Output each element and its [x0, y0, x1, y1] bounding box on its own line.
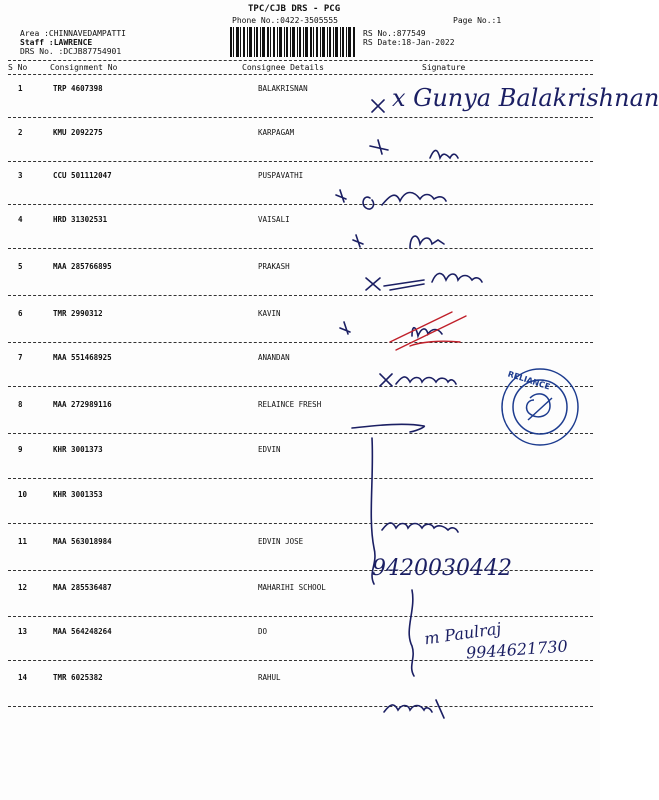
row-consignment-number: KMU 2092275: [53, 128, 103, 137]
row-consignment-number: MAA 272989116: [53, 400, 112, 409]
phone-number: Phone No.:0422-3505555: [232, 16, 338, 25]
row-consignment-number: KHR 3001353: [53, 490, 103, 499]
row-serial-number: 13: [18, 627, 28, 636]
row-consignment-number: TRP 4607398: [53, 84, 103, 93]
col-consignee-header: Consignee Details: [242, 63, 324, 72]
row-serial-number: 4: [18, 215, 23, 224]
row-serial-number: 9: [18, 445, 23, 454]
area-label: Area :CHINNAVEDAMPATTI: [20, 29, 126, 38]
row-consignment-number: MAA 563018984: [53, 537, 112, 546]
row-serial-number: 1: [18, 84, 23, 93]
row-serial-number: 12: [18, 583, 28, 592]
row-consignee-name: EDVIN JOSE: [258, 537, 304, 546]
cross-mark: [340, 322, 350, 334]
signature-row13-name: m Paulraj: [423, 618, 503, 649]
row-consignment-number: MAA 285766895: [53, 262, 112, 271]
signature-scribble: [382, 193, 446, 206]
signature-scribble: [396, 377, 456, 384]
bracket-line: [409, 590, 414, 676]
document-title: TPC/CJB DRS - PCG: [248, 4, 341, 14]
row-consignment-number: MAA 285536487: [53, 583, 112, 592]
row-serial-number: 14: [18, 673, 28, 682]
row-consignee-name: BALAKRISNAN: [258, 84, 308, 93]
red-strike: [390, 312, 466, 350]
signature-scribble: [382, 523, 458, 532]
cross-mark: [353, 235, 363, 247]
signature-row12-phone: 9420030442: [372, 556, 512, 581]
rs-date: RS Date:18-Jan-2022: [363, 38, 455, 47]
row-consignee-name: EDVIN: [258, 445, 281, 454]
row-consignment-number: MAA 551468925: [53, 353, 112, 362]
row-consignee-name: RAHUL: [258, 673, 281, 682]
row-consignee-name: RELAINCE FRESH: [258, 400, 322, 409]
col-sno-header: S No: [8, 63, 28, 72]
col-signature-header: Signature: [422, 63, 466, 72]
staff-label: Staff :LAWRENCE: [20, 38, 93, 47]
col-consignment-header: Consignment No: [50, 63, 118, 72]
row-consignee-name: KARPAGAM: [258, 128, 295, 137]
cross-mark: [370, 146, 388, 150]
signature-row1: x Gunya Balakrishnan: [392, 84, 659, 112]
row-consignment-number: TMR 6025382: [53, 673, 103, 682]
signature-scribble: [430, 150, 458, 158]
row-serial-number: 3: [18, 171, 23, 180]
row-serial-number: 11: [18, 537, 28, 546]
row-serial-number: 7: [18, 353, 23, 362]
signature-row13-phone: 9944621730: [465, 636, 569, 663]
row-consignment-number: HRD 31302531: [53, 215, 108, 224]
row-consignment-number: TMR 2990312: [53, 309, 103, 318]
cross-mark: [336, 190, 346, 202]
signature-scribble: [384, 705, 432, 712]
row-consignee-name: MAHARIHI SCHOOL: [258, 583, 326, 592]
row-serial-number: 8: [18, 400, 23, 409]
cross-mark: [380, 374, 392, 386]
row-serial-number: 2: [18, 128, 23, 137]
signature-scribble: [432, 273, 482, 282]
row-serial-number: 5: [18, 262, 23, 271]
row-consignee-name: ANANDAN: [258, 353, 290, 362]
row-serial-number: 6: [18, 309, 23, 318]
stamp-text: RELIANCE: [506, 369, 552, 392]
signature-scribble: [352, 424, 424, 432]
cross-mark: [366, 278, 380, 290]
row-consignee-name: VAISALI: [258, 215, 290, 224]
signature-scribble: [410, 236, 444, 248]
row-consignee-name: DO: [258, 627, 268, 636]
row-serial-number: 10: [18, 490, 28, 499]
cross-mark: [372, 100, 384, 112]
row-consignee-name: KAVIN: [258, 309, 281, 318]
drs-number: DRS No. :DCJB87754901: [20, 47, 122, 56]
rs-number: RS No.:877549: [363, 29, 426, 38]
row-consignment-number: KHR 3001373: [53, 445, 103, 454]
row-consignment-number: CCU 501112047: [53, 171, 112, 180]
row-consignee-name: PUSPAVATHI: [258, 171, 304, 180]
page-number: Page No.:1: [453, 16, 502, 25]
row-consignment-number: MAA 564248264: [53, 627, 112, 636]
row-consignee-name: PRAKASH: [258, 262, 290, 271]
